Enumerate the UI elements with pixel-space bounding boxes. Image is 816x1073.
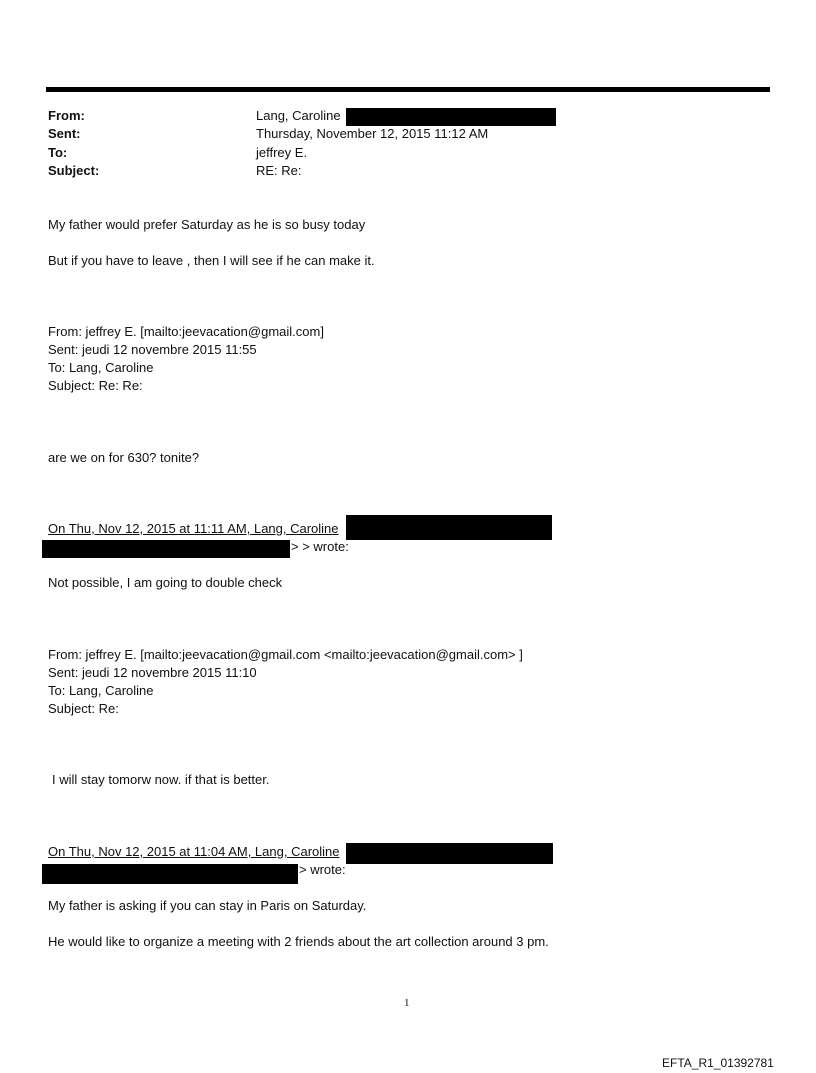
redaction-bar (346, 108, 556, 126)
quote2-message: I will stay tomorw now. if that is better. (52, 772, 270, 787)
reply2-wrote: > wrote: (299, 862, 346, 877)
reply2-intro: On Thu, Nov 12, 2015 at 11:04 AM, Lang, Caroline (48, 844, 340, 859)
quote2-from: From: jeffrey E. [mailto:jeevacation@gmail.com <mailto:jeevacation@gmail.com> ] (48, 647, 523, 662)
to-value: jeffrey E. (256, 145, 308, 160)
top-rule (46, 87, 770, 92)
from-label: From: (48, 108, 85, 123)
redaction-bar (346, 515, 552, 540)
from-value: Lang, Caroline (256, 108, 341, 123)
quote1-subject: Subject: Re: Re: (48, 378, 143, 393)
sent-value: Thursday, November 12, 2015 11:12 AM (256, 126, 489, 141)
sent-label: Sent: (48, 126, 81, 141)
reply1-message: Not possible, I am going to double check (48, 575, 283, 590)
reply2-message-2: He would like to organize a meeting with 2 friends about the art collection around 3 pm. (48, 934, 549, 949)
quote2-subject: Subject: Re: (48, 701, 119, 716)
quote1-sent: Sent: jeudi 12 novembre 2015 11:55 (48, 342, 257, 357)
subject-label: Subject: (48, 163, 100, 178)
body-line-1: My father would prefer Saturday as he is so busy today (48, 217, 366, 232)
reply2-message-1: My father is asking if you can stay in Paris on Saturday. (48, 898, 367, 913)
quote1-message: are we on for 630? tonite? (48, 450, 200, 465)
reply1-wrote: > > wrote: (291, 539, 349, 554)
body-line-2: But if you have to leave , then I will see if he can make it. (48, 253, 375, 268)
quote1-to: To: Lang, Caroline (48, 360, 154, 375)
to-label: To: (48, 145, 68, 160)
document-id: EFTA_R1_01392781 (662, 1056, 774, 1070)
redaction-bar (42, 864, 298, 884)
page-number: 1 (404, 997, 410, 1009)
subject-value: RE: Re: (256, 163, 302, 178)
redaction-bar (346, 843, 553, 864)
quote2-to: To: Lang, Caroline (48, 683, 154, 698)
quote2-sent: Sent: jeudi 12 novembre 2015 11:10 (48, 665, 257, 680)
quote1-from: From: jeffrey E. [mailto:jeevacation@gmail.com] (48, 324, 324, 339)
redaction-bar (42, 540, 290, 558)
reply1-intro: On Thu, Nov 12, 2015 at 11:11 AM, Lang, Caroline (48, 521, 339, 536)
